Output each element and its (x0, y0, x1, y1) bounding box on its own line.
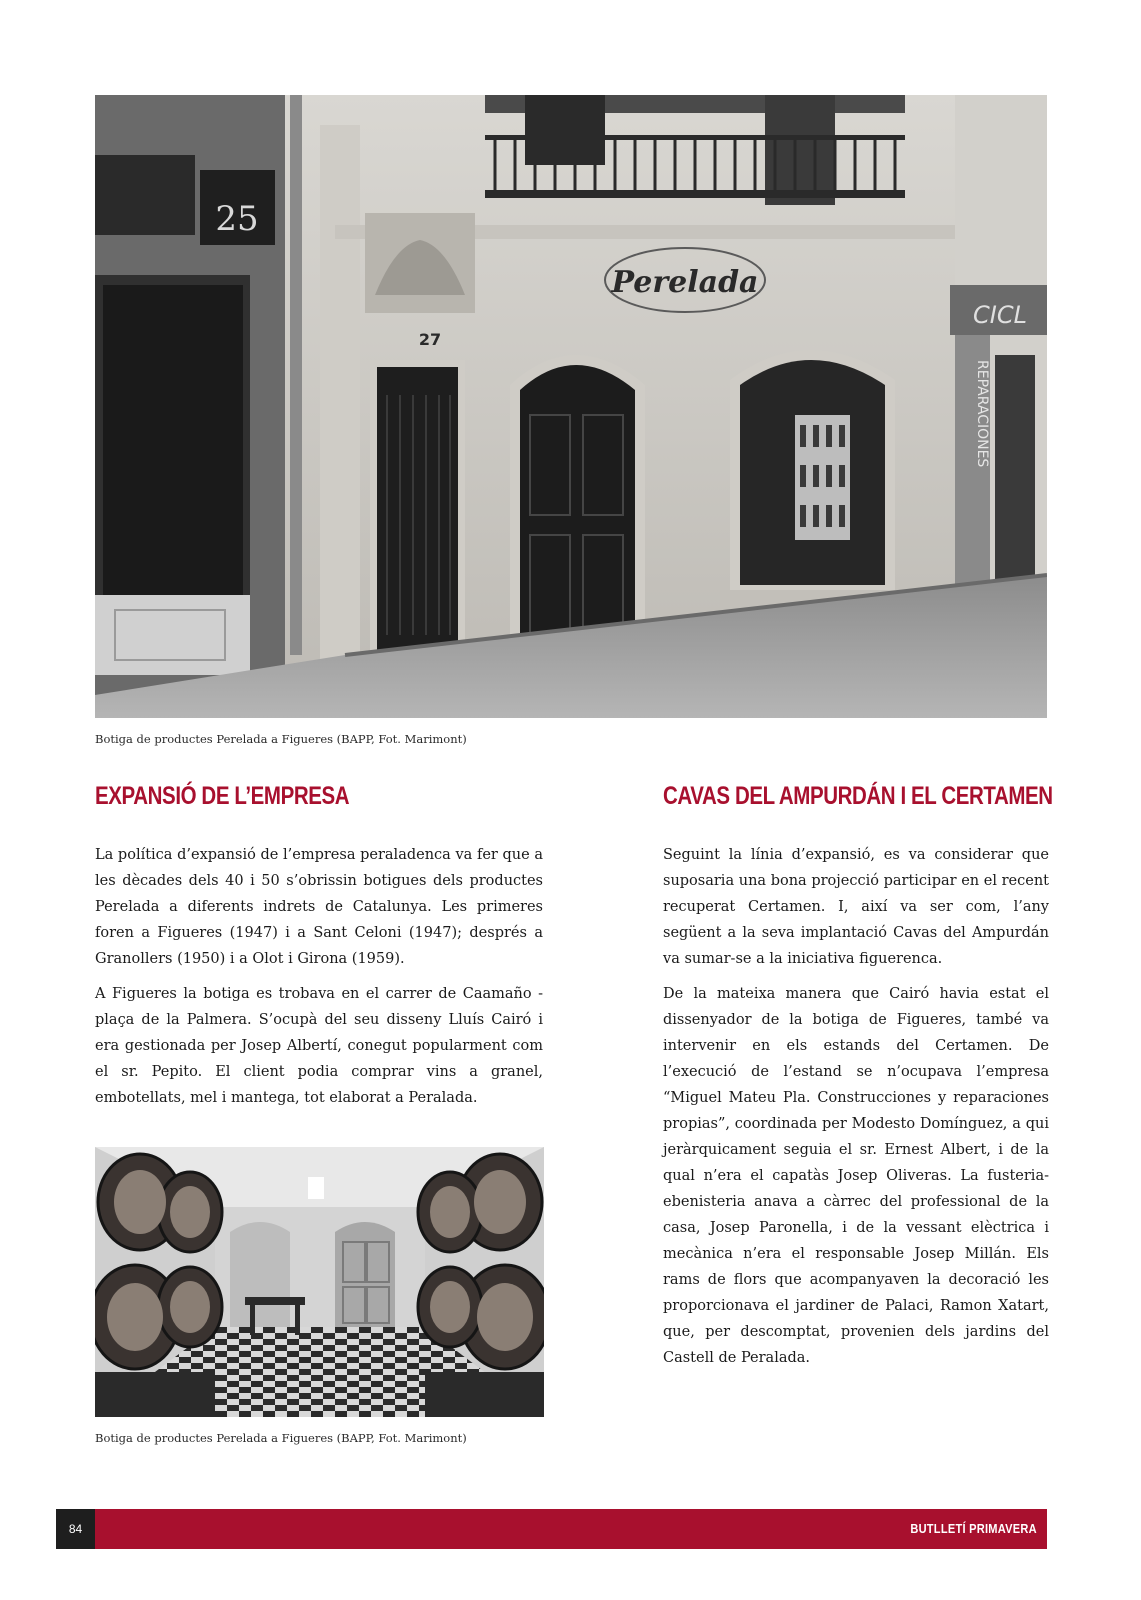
footer-bar (95, 1509, 1047, 1549)
left-paragraph-1: La política d’expansió de l’empresa peraladenca va fer que a les dècades dels 40 i 50 s’obrissin botigues dels productes Perelada a diferents indrets de Catalunya. Les primeres foren a Figueres (1947) i a Sant Celoni (1947); després a Granollers (1950) i a Olot i Girona (1959). (95, 847, 543, 967)
storefront-photo (95, 95, 1047, 718)
cellar-photo (95, 1147, 544, 1417)
reparaciones-sign: REPARACIONES (974, 360, 990, 468)
perelada-sign: Perelada (611, 265, 759, 300)
cicl-sign: CICL (973, 301, 1027, 329)
footer-title: BUTLLETÍ PRIMAVERA (910, 1521, 1037, 1536)
right-paragraph-2: De la mateixa manera que Cairó havia estat el dissenyador de la botiga de Figueres, també va intervenir en els estands del Certamen. De l’execució de l’estand se n’ocupava l’empresa “Miguel Mateu Pla. Construcciones y reparaciones propias”, coordinada per Modesto Domínguez, a qui jeràrquicament seguia el sr. Ernest Albert, i de la qual n’era el capatàs Josep Oliveras. La fusteria-ebenisteria anava a càrrec del professional de la casa, Josep Paronella, i de la vessant elèctrica i mecànica n’era el responsable Josep Millán. Els rams de flors que acompanyaven la decoració les proporcionava el jardiner de Palaci, Ramon Xatart, que, per descomptat, provenien dels jardins del Castell de Peralada. (663, 986, 1049, 1366)
bottom-photo-caption: Botiga de productes Perelada a Figueres (BAPP, Fot. Marimont) (95, 1431, 467, 1445)
page-number: 84 (56, 1509, 95, 1549)
left-paragraph-2: A Figueres la botiga es trobava en el carrer de Caamaño - plaça de la Palmera. S’ocupà del seu disseny Lluís Cairó i era gestionada per Josep Albertí, conegut popularment com el sr. Pepito. El client podia comprar vins a granel, embotellats, mel i mantega, tot elaborat a Peralada. (95, 986, 543, 1106)
door-number-27: 27 (418, 330, 442, 349)
right-paragraph-1: Seguint la línia d’expansió, es va considerar que suposaria una bona projecció participar en el recent recuperat Certamen. I, així va ser com, l’any següent a la seva implantació Cavas del Ampurdán va sumar-se a la iniciativa figuerenca. (663, 847, 1049, 967)
top-photo-caption: Botiga de productes Perelada a Figueres (BAPP, Fot. Marimont) (95, 732, 467, 746)
right-column (663, 842, 1049, 1380)
house-number-25: 25 (215, 199, 259, 239)
left-column (95, 842, 543, 1120)
right-heading: CAVAS DEL AMPURDÁN I EL CERTAMEN (663, 782, 1053, 810)
left-heading: EXPANSIÓ DE L’EMPRESA (95, 782, 350, 810)
